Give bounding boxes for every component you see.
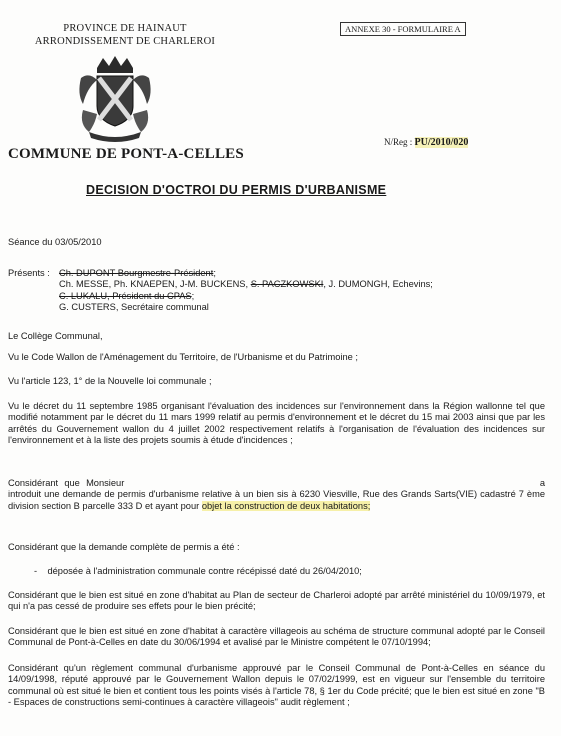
- bullet-item: - déposée à l'administration communale contre récépissé daté du 26/04/2010;: [34, 566, 362, 576]
- presents-line-4: G. CUSTERS, Secrétaire communal: [59, 302, 209, 313]
- header-province-block: [20, 22, 230, 48]
- session-date: Séance du 03/05/2010: [8, 237, 102, 247]
- presents-line-2: Ch. MESSE, Ph. KNAEPEN, J-M. BUCKENS, S. PACZKOWSKI, J. DUMONGH, Echevins;: [59, 279, 433, 290]
- presents-line-1: Ch. DUPONT Bourgmestre-Président;: [59, 268, 216, 278]
- paragraph-article: Vu l'article 123, 1° de la Nouvelle loi communale ;: [8, 376, 212, 386]
- province-name: PROVINCE DE HAINAUT: [63, 23, 187, 34]
- reference-number: [384, 137, 468, 148]
- paragraph-considerant-3: Considérant que le bien est situé en zone d'habitat au Plan de secteur de Charleroi adopté par arrêté ministériel du 10/09/1979, et qui n'a pas cessé de produire ses effets pour le bien précité;: [8, 590, 545, 612]
- presents-list: [59, 268, 545, 314]
- paragraph-considerant-5: Considérant qu'un règlement communal d'urbanisme approuvé par le Conseil Communal de Pont-à-Celles en séance du 14/09/1998, réputé approuvé par le Gouvernement Wallon depuis le 07/02/1999, est en vigueur sur l'ensemble du territoire communal où est situé le bien et contient tous les points visés à l'article 78, § 1er du Code précité; que le bien est situé en zone "B - Espaces de constructions semi-continues à caractère villageois" audit règlement ;: [8, 663, 545, 708]
- annexe-label: ANNEXE 30 - FORMULAIRE A: [340, 22, 466, 36]
- presents-label: Présents :: [8, 268, 50, 278]
- paragraph-considerant-2: Considérant que la demande complète de permis a été :: [8, 542, 240, 552]
- arrondissement-name: ARRONDISSEMENT DE CHARLEROI: [34, 36, 216, 47]
- presents-line-3: C. LUKALU, Président du CPAS;: [59, 290, 195, 301]
- coat-of-arms-icon: [75, 54, 155, 142]
- paragraph-college: Le Collège Communal,: [8, 331, 103, 341]
- commune-name: COMMUNE DE PONT-A-CELLES: [8, 146, 244, 162]
- document-title: DECISION D'OCTROI DU PERMIS D'URBANISME: [86, 183, 387, 197]
- reference-value: PU/2010/020: [414, 137, 469, 148]
- paragraph-code: Vu le Code Wallon de l'Aménagement du Territoire, de l'Urbanisme et du Patrimoine ;: [8, 352, 358, 362]
- paragraph-considerant-1: Considérant que Monsieur a introduit une demande de permis d'urbanisme relative à un bien sis à 6230 Viesville, Rue des Grands Sarts(VIE) cadastré 7 ème division section B parcelle 333 D et ayant pour objet la construction de deux habitations;: [8, 478, 545, 511]
- paragraph-decret: Vu le décret du 11 septembre 1985 organisant l'évaluation des incidences sur l'environnement dans la Région wallonne tel que modifié notamment par le décret du 11 mars 1999 relatif au permis d'environnement et le décret du 15 mai 2003 ainsi que par les arrêtés du Gouvernement wallon du 4 juillet 2002 respectivement relatifs à l'organisation de l'évaluation des incidences sur l'environnement et à la liste des projets soumis à étude d'incidences ;: [8, 401, 545, 446]
- reference-label: N/Reg :: [384, 137, 413, 147]
- paragraph-considerant-4: Considérant que le bien est situé en zone d'habitat à caractère villageois au schéma de structure communal adopté par le Conseil Communal de Pont-à-Celles en date du 30/06/1994 et avalisé par le Ministre compétent le 07/10/1994;: [8, 626, 545, 648]
